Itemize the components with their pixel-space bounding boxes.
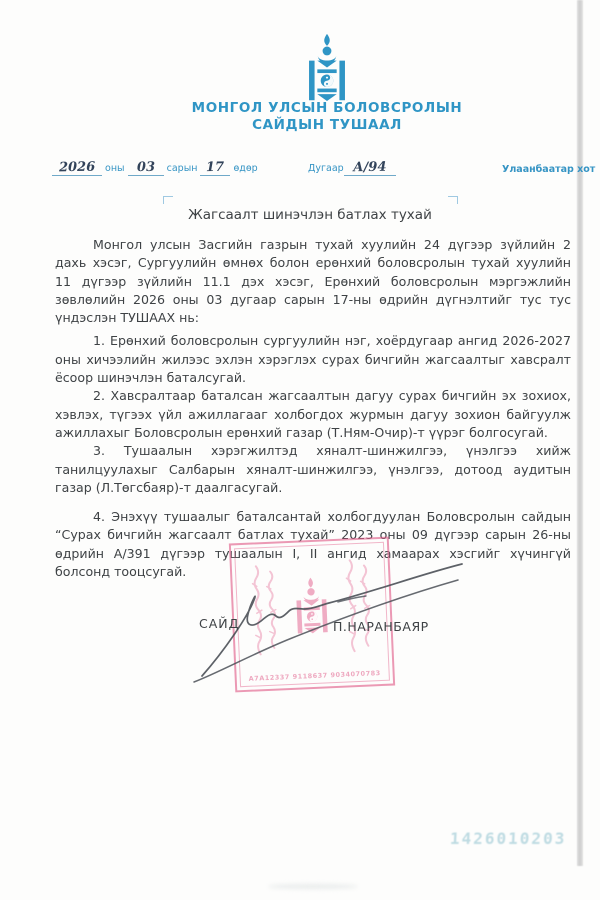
number-value: А/94 [352, 159, 387, 176]
order-item-4: 4. Энэхүү тушаалыг баталсантай холбогдуулан Боловсролын сайдын “Сурах бичгийн жагсаалт батлах тухай” 2023 оны 09 дүгээр сарын 26-ны өдрийн А/391 дүгээр тушаалын I, II ангид хамаарах хэсгийг хүчингүй болсонд тооцсугай. [55, 509, 571, 580]
document-number [308, 159, 396, 176]
order-item-3: 3. Тушаалын хэрэгжилтэд хяналт-шинжилгээ, үнэлгээ хийж танилцуулахыг Салбарын хяналт-шинжилгээ, үнэлгээ, дотоод аудитын газар (Л.Төгсбаяр)-т даалгасугай. [55, 443, 571, 495]
date-day-label: өдөр [233, 163, 258, 174]
soyombo-emblem-icon [296, 33, 358, 103]
title-corner-mark-left [163, 196, 173, 204]
signer-position-label: САЙД [199, 616, 240, 631]
date-year-value: 2026 [58, 159, 96, 176]
preamble-paragraph: Монгол улсын Засгийн газрын тухай хуулийн 24 дүгээр зүйлийн 2 дахь хэсэг, Сургуулийн өмнөх болон ерөнхий боловсролын тухай хуулийн 11 дүгээр зүйлийн 11.1 дэх хэсэг, Ерөнхий боловсролын мэргэжлийн зөвлөлийн 2026 оны 03 дугаар сарын 17-ны өдрийн дүгнэлтийг тус тус үндэслэн ТУШААХ нь: [55, 237, 571, 326]
scan-smudge [268, 884, 358, 889]
order-item-1: 1. Ерөнхий боловсролын сургуулийн нэг, хоёрдугаар ангид 2026-2027 оны хичээлийн жилээс эхлэн хэрэглэх сурах бичгийн жагсаалтыг хавсралт ёсоор шинэчлэн баталсугай. [55, 333, 571, 386]
document-title: Жагсаалт шинэчлэн батлах тухай [188, 207, 432, 223]
date-day-blank [200, 159, 230, 176]
date-year-blank [52, 159, 102, 176]
number-label: Дугаар [308, 163, 344, 174]
document-body [55, 236, 571, 581]
date-day-value: 17 [206, 159, 225, 176]
issuing-organization [112, 100, 542, 134]
document-date [52, 159, 258, 176]
organization-name: МОНГОЛ УЛСЫН БОЛОВСРОЛЫН [191, 100, 463, 116]
scan-edge-shadow [577, 0, 583, 866]
date-year-label: оны [105, 163, 125, 174]
signer-name: П.НАРАНБАЯР [333, 619, 429, 634]
order-item-2: 2. Хавсралтаар баталсан жагсаалтын дагуу сурах бичгийн эх зохиох, хэвлэх, түгээх үйл ажиллагааг холбогдох журмын дагуу зохион байгуулж ажиллахыг Боловсролын ерөнхий газар (Т.Ням-Очир)-т үүрэг болгосугай. [55, 388, 571, 440]
date-month-value: 03 [136, 159, 155, 176]
number-blank [344, 159, 396, 176]
date-month-label: сарын [166, 163, 198, 174]
city-label: Улаанбаатар хот [502, 164, 596, 175]
document-meta-row [0, 152, 600, 186]
stamp-serial-number: А7А12337 9118637 9034070783 [248, 669, 381, 683]
date-month-blank [128, 159, 164, 176]
title-corner-mark-right [448, 196, 458, 204]
registry-stamp-number: 1426010203 [449, 829, 567, 848]
document-type: САЙДЫН ТУШААЛ [252, 117, 402, 133]
